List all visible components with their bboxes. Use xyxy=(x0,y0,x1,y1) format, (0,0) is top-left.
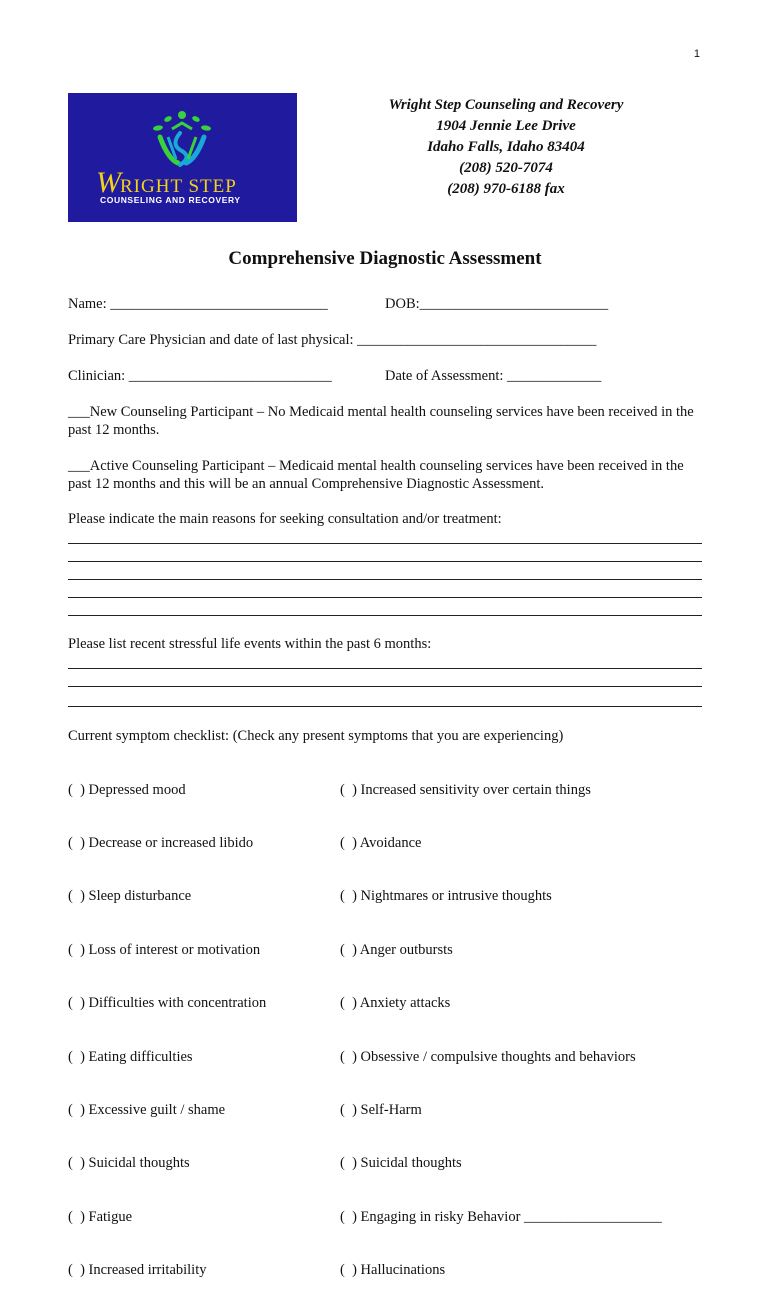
reasons-question: Please indicate the main reasons for seeking consultation and/or treatment: xyxy=(68,511,502,527)
checklist-item[interactable]: ( ) Loss of interest or motivation xyxy=(68,941,261,958)
checklist-item[interactable]: ( ) Increased sensitivity over certain things xyxy=(340,781,591,798)
checklist-item[interactable]: ( ) Depressed mood xyxy=(68,781,186,798)
checklist-item[interactable]: ( ) Obsessive / compulsive thoughts and behaviors xyxy=(340,1048,636,1065)
checklist-item[interactable]: ( ) Increased irritability xyxy=(68,1262,207,1279)
dob-field[interactable]: DOB:__________________________ xyxy=(385,296,609,312)
letterhead xyxy=(310,95,702,200)
reasons-answer-line[interactable] xyxy=(68,543,702,544)
stressful-events-question: Please list recent stressful life events within the past 6 months: xyxy=(68,636,432,652)
logo xyxy=(68,93,297,222)
checklist-item[interactable]: ( ) Hallucinations xyxy=(340,1262,446,1279)
name-field[interactable]: Name: ______________________________ xyxy=(68,296,328,312)
logo-subtitle: COUNSELING AND RECOVERY xyxy=(100,195,241,205)
stressful-events-answer-line[interactable] xyxy=(68,686,702,687)
checklist-item[interactable]: ( ) Nightmares or intrusive thoughts xyxy=(340,888,552,905)
checklist-item[interactable]: ( ) Eating difficulties xyxy=(68,1048,193,1065)
checklist-item[interactable]: ( ) Difficulties with concentration xyxy=(68,995,267,1012)
reasons-answer-line[interactable] xyxy=(68,579,702,580)
reasons-answer-line[interactable] xyxy=(68,597,702,598)
checklist-left-column xyxy=(68,746,266,1298)
checklist-item[interactable]: ( ) Suicidal thoughts xyxy=(340,1155,462,1172)
checklist-heading: Current symptom checklist: (Check any present symptoms that you are experiencing) xyxy=(68,728,564,744)
logo-name-rest: RIGHT STEP xyxy=(120,176,237,197)
page-number: 1 xyxy=(693,48,700,60)
new-participant-option[interactable]: ___New Counseling Participant – No Medicaid mental health counseling services have been received in the past 12 months. xyxy=(68,404,694,438)
reasons-answer-line[interactable] xyxy=(68,615,702,616)
checklist-item[interactable]: ( ) Avoidance xyxy=(340,834,422,851)
org-name: Wright Step Counseling and Recovery xyxy=(388,97,624,113)
checklist-right-column xyxy=(340,746,662,1298)
logo-initial: W xyxy=(96,166,122,199)
checklist-item[interactable]: ( ) Engaging in risky Behavior ___________________ xyxy=(340,1208,662,1225)
checklist-item[interactable]: ( ) Self-Harm xyxy=(340,1101,422,1118)
page-title: Comprehensive Diagnostic Assessment xyxy=(228,248,542,269)
clinician-field[interactable]: Clinician: ____________________________ xyxy=(68,368,332,384)
stressful-events-answer-line[interactable] xyxy=(68,706,702,707)
reasons-answer-line[interactable] xyxy=(68,561,702,562)
checklist-item[interactable]: ( ) Anger outbursts xyxy=(340,941,453,958)
fax-number: (208) 970-6188 fax xyxy=(447,181,565,197)
phone-number: (208) 520-7074 xyxy=(459,160,553,176)
checklist-item[interactable]: ( ) Decrease or increased libido xyxy=(68,834,254,851)
checklist-item[interactable]: ( ) Fatigue xyxy=(68,1208,133,1225)
city-state-zip: Idaho Falls, Idaho 83404 xyxy=(427,139,585,155)
physician-field[interactable]: Primary Care Physician and date of last physical: _________________________________ xyxy=(68,332,597,348)
active-participant-option[interactable]: ___Active Counseling Participant – Medicaid mental health counseling services have been received in the past 12 months and this will be an annual Comprehensive Diagnostic Assessment. xyxy=(68,458,684,492)
street-address: 1904 Jennie Lee Drive xyxy=(436,118,576,134)
checklist-item[interactable]: ( ) Anxiety attacks xyxy=(340,995,451,1012)
checklist-item[interactable]: ( ) Suicidal thoughts xyxy=(68,1155,190,1172)
checklist-item[interactable]: ( ) Excessive guilt / shame xyxy=(68,1101,226,1118)
checklist-item[interactable]: ( ) Sleep disturbance xyxy=(68,888,192,905)
stressful-events-answer-line[interactable] xyxy=(68,668,702,669)
assessment-date-field[interactable]: Date of Assessment: _____________ xyxy=(385,368,602,384)
